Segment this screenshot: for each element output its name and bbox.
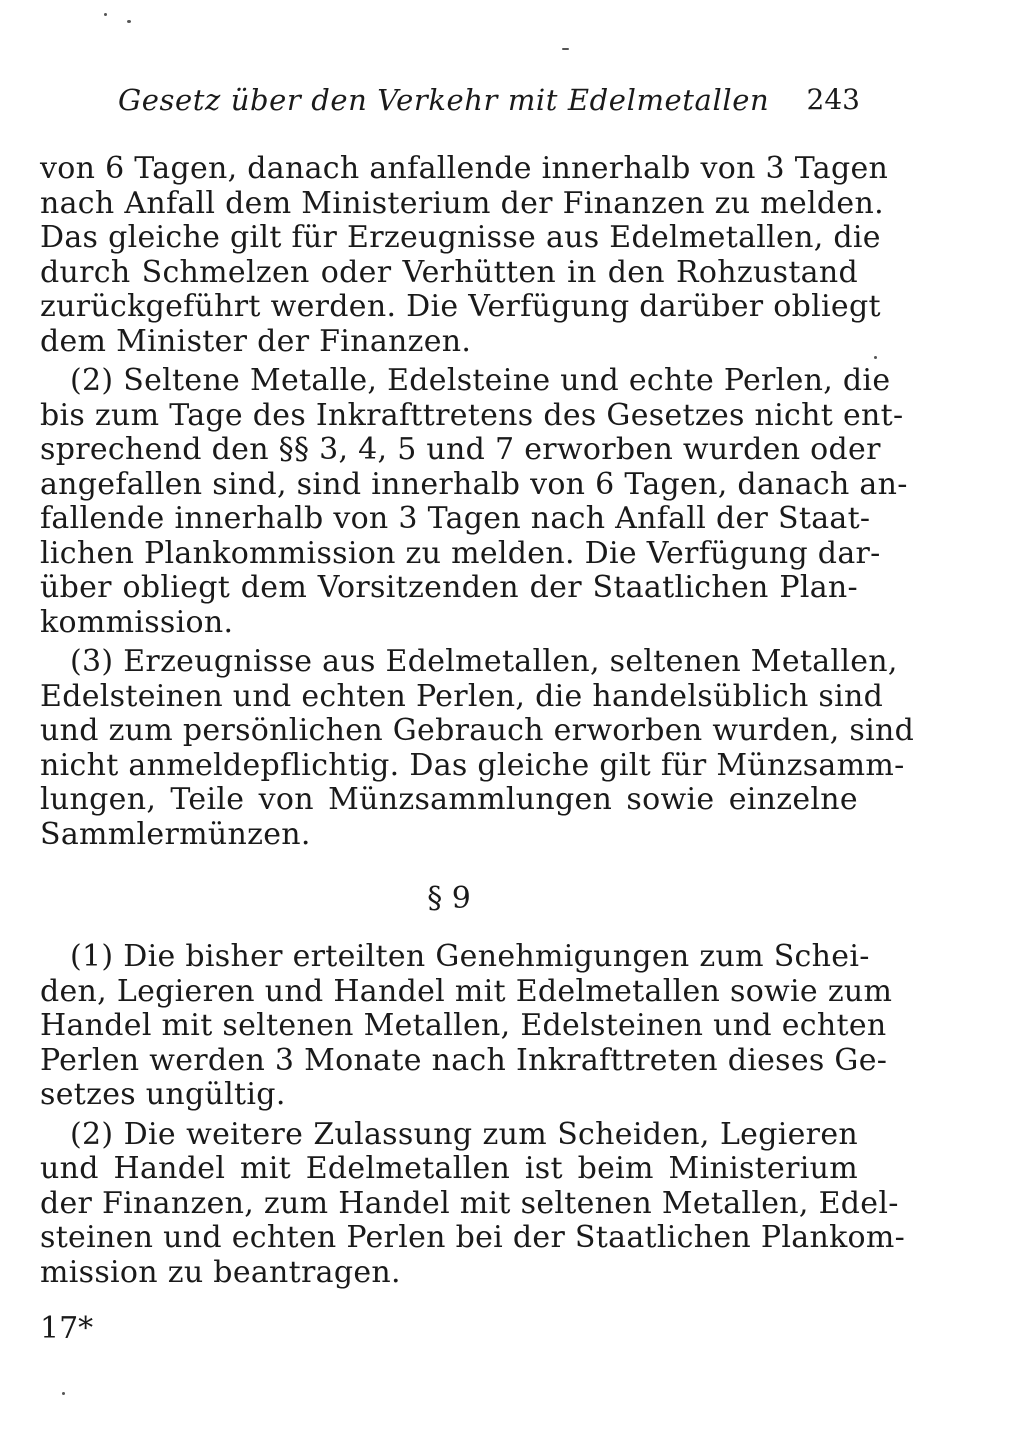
signature-mark: 17* [40,1311,94,1346]
text-line: Handel mit seltenen Metallen, Edelsteinen und echten [40,1008,887,1043]
text-line: und zum persönlichen Gebrauch erworben wurden, sind [40,713,915,748]
text-line: fallende innerhalb von 3 Tagen nach Anfall der Staat- [40,501,871,536]
text-line: nach Anfall dem Ministerium der Finanzen zu melden. [40,185,884,221]
text-line: Das gleiche gilt für Erzeugnisse aus Edelmetallen, die [40,220,881,255]
text-line: (2) Die weitere Zulassung zum Scheiden, Legieren [70,1116,858,1152]
text-line: und Handel mit Edelmetallen ist beim Ministerium [40,1151,858,1186]
text-line: kommission. [40,604,234,640]
text-line: (2) Seltene Metalle, Edelsteine und echte Perlen, die [70,363,891,398]
text-line: über obliegt dem Vorsitzenden der Staatlichen Plan- [40,570,858,605]
print-speck [127,20,131,23]
text-line: dem Minister der Finanzen. [40,323,472,359]
text-line: lungen, Teile von Münzsammlungen sowie einzelne [40,782,858,817]
text-line: Perlen werden 3 Monate nach Inkrafttreten dieses Ge- [40,1042,888,1078]
text-line: durch Schmelzen oder Verhütten in den Rohzustand [40,254,858,290]
text-line: steinen und echten Perlen bei der Staatlichen Plankom- [40,1220,906,1255]
text-line: Sammlermünzen. [40,816,311,852]
print-speck [562,48,569,50]
text-line: mission zu beantragen. [40,1254,401,1290]
page-body [40,151,915,1295]
paragraph-continuation [40,151,889,359]
print-speck [104,13,107,16]
section-9-paragraph-2 [40,1116,906,1291]
text-line: nicht anmeldepflichtig. Das gleiche gilt für Münzsamm- [40,747,905,783]
running-header [118,80,860,124]
paragraph-2 [40,363,908,640]
text-line: zurückgeführt werden. Die Verfügung darüber obliegt [40,289,881,324]
section-heading: § 9 [427,881,471,916]
text-line: den, Legieren und Handel mit Edelmetallen sowie zum [40,973,893,1009]
text-line: sprechend den §§ 3, 4, 5 und 7 erworben wurden oder [40,432,881,467]
running-title: Gesetz über den Verkehr mit Edelmetallen [118,83,770,117]
text-line: angefallen sind, sind innerhalb von 6 Tagen, danach an- [40,466,908,502]
print-speck [62,1392,65,1395]
text-line: (3) Erzeugnisse aus Edelmetallen, seltenen Metallen, [70,644,898,679]
text-line: bis zum Tage des Inkrafttretens des Gesetzes nicht ent- [40,397,904,433]
section-9-paragraph-1 [40,939,893,1113]
text-line: setzes ungültig. [40,1077,286,1112]
text-line: lichen Plankommission zu melden. Die Verfügung dar- [40,535,881,571]
print-speck [874,356,877,359]
page-number: 243 [806,83,860,116]
text-line: von 6 Tagen, danach anfallende innerhalb von 3 Tagen [40,151,889,186]
text-line: (1) Die bisher erteilten Genehmigungen zum Schei- [70,939,870,974]
text-line: der Finanzen, zum Handel mit seltenen Metallen, Edel- [40,1185,899,1221]
paragraph-3 [40,644,915,852]
text-line: Edelsteinen und echten Perlen, die handelsüblich sind [40,678,884,714]
